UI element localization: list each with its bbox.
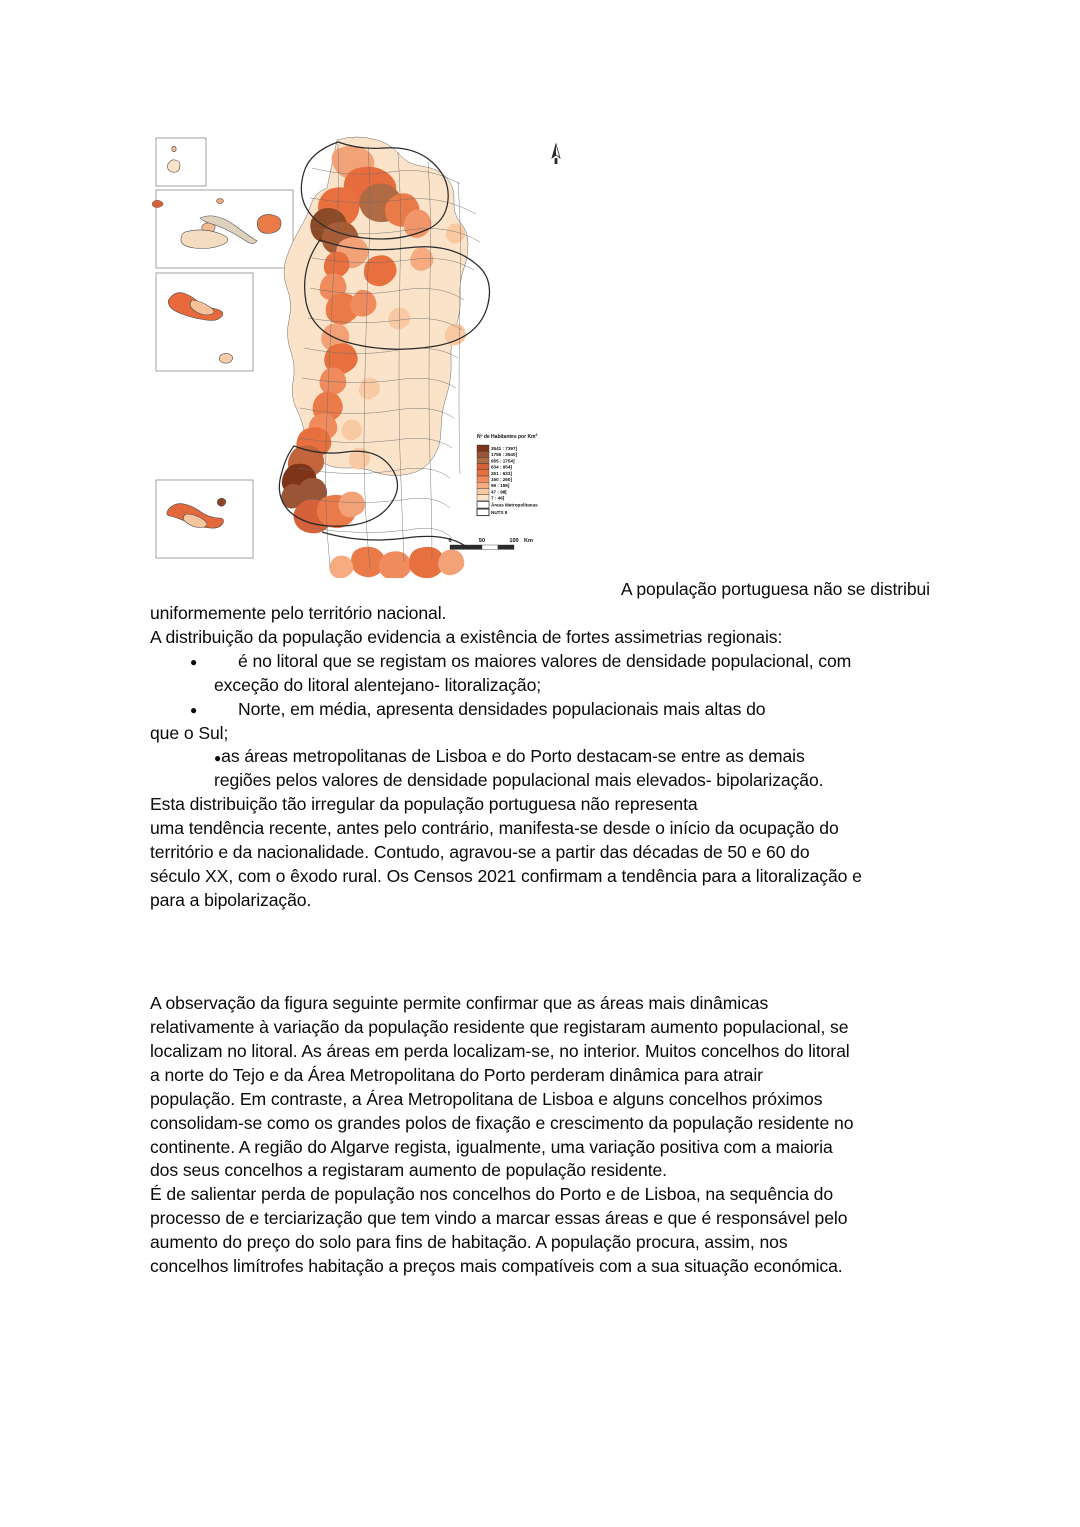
legend-swatch-2 [477, 457, 489, 463]
legend-label-0: 3541 : 7397] [491, 446, 518, 451]
legend-label-1: 1755 : 3540] [491, 452, 518, 458]
inset-box-flores-corvo [156, 138, 206, 186]
para3-line-4: concelhos limítrofes habitação a preços mais compatíveis com a sua situação económica. [150, 1256, 843, 1277]
text-block-secondary [150, 992, 940, 1279]
para2-line-5: população. Em contraste, a Área Metropolitana de Lisboa e alguns concelhos próximos [150, 1088, 823, 1109]
bullet-2-line-2: que o Sul; [150, 722, 229, 743]
island-corvo [172, 146, 176, 152]
legend-swatch-6 [477, 482, 489, 488]
legend-swatch-4 [477, 470, 489, 476]
lead-in-line: A distribuição da população evidencia a existência de fortes assimetrias regionais: [150, 626, 783, 647]
para1-line-4: século XX, com o êxodo rural. Os Censos 2021 confirmam a tendência para a litoralização e [150, 866, 862, 887]
intro-continuation: uniformemente pelo território nacional. [150, 602, 447, 623]
bullet-3-line-2: regiões pelos valores de densidade populacional mais elevados- bipolarização. [214, 770, 824, 791]
legend-swatch-8 [477, 495, 489, 501]
legend-label-nuts-ii: NUTS II [491, 510, 508, 516]
bullet-item-3 [150, 745, 940, 769]
legend-swatch-row [477, 445, 538, 516]
mainland-choropleth [279, 137, 489, 578]
island-porto-santo [217, 498, 225, 506]
bullet-dot-icon [190, 650, 238, 674]
bullet-3-line-1: as áreas metropolitanas de Lisboa e do Porto destacam-se entre as demais [221, 746, 805, 767]
island-graciosa [217, 199, 224, 204]
para2-line-7: continente. A região do Algarve regista, igualmente, uma variação positiva com a maioria [150, 1136, 833, 1157]
para3-line-3: aumento do preço do solo para fins de habitação. A população procura, assim, nos [150, 1232, 788, 1253]
legend-label-2: 955 : 1754] [491, 458, 515, 464]
para1-line-5: para a bipolarização. [150, 889, 312, 910]
intro-right-line: A população portuguesa não se distribui [620, 579, 930, 599]
island-terceira [257, 214, 281, 233]
para1-line-3: território e da nacionalidade. Contudo, agravou-se a partir das décadas de 50 e 60 do [150, 842, 810, 863]
district-albufeira [379, 551, 412, 578]
para1-line-1: Esta distribuição tão irregular da população portuguesa não representa [150, 794, 698, 815]
scalebar-tick-2: 100 [509, 538, 519, 544]
island-flores [168, 160, 181, 172]
para2-line-4: a norte do Tejo e da Área Metropolitana do Porto perderam dinâmica para atrair [150, 1064, 763, 1085]
scalebar-seg-1 [482, 545, 498, 549]
legend-swatch-1 [477, 451, 489, 457]
para2-line-6: consolidam-se como os grandes polos de fixação e crescimento da população residente no [150, 1112, 854, 1133]
bullet-1-line-1: é no litoral que se registam os maiores valores de densidade populacional, com [238, 650, 852, 671]
map-graphic [152, 128, 582, 578]
legend-swatch-3 [477, 464, 489, 470]
para3-line-2: processo de e terciarização que tem vindo a marcar essas áreas e que é responsável pelo [150, 1208, 848, 1229]
inset-box-sao-miguel [156, 273, 253, 371]
scalebar-tick-1: 50 [478, 538, 486, 544]
legend-label-6: 99 : 159] [491, 483, 510, 489]
scalebar-unit: Km [524, 538, 534, 544]
legend-swatch-5 [477, 476, 489, 482]
text-block-primary [150, 578, 940, 913]
bullet-item-2 [150, 698, 940, 722]
legend-label-5: 160 : 260] [491, 477, 512, 482]
para1-line-2: uma tendência recente, antes pelo contrário, manifesta-se desde o início da ocupação do [150, 818, 839, 839]
legend-swatch-0 [477, 445, 489, 451]
legend-label-3: 634 : 954] [491, 464, 512, 470]
north-arrow-icon [552, 144, 560, 164]
legend-label-8: 7 : 46[ [491, 495, 505, 501]
para3-line-1: É de salientar perda de população nos concelhos do Porto e de Lisboa, na sequência do [150, 1184, 834, 1205]
para2-line-8: dos seus concelhos a registaram aumento de população residente. [150, 1160, 667, 1181]
population-density-map-figure [152, 128, 582, 578]
legend-label-areas-metropolitanas: Áreas Metropolitanas [491, 502, 538, 508]
legend-swatch-nuts-ii [477, 509, 489, 516]
legend-swatch-7 [477, 488, 489, 494]
scalebar-tick-0: 0 [448, 538, 452, 544]
para2-line-3: localizam no litoral. As áreas em perda localizam-se, no interior. Muitos concelhos do litoral [150, 1040, 850, 1061]
bullet-dot-icon [190, 698, 238, 722]
island-santa-maria [220, 353, 233, 363]
map-legend [477, 433, 538, 516]
scalebar-seg-0 [450, 545, 482, 549]
legend-label-7: 47 : 98[ [491, 489, 507, 495]
bullet-item-1 [150, 650, 940, 674]
bullet-1-line-2: exceção do litoral alentejano- litoralização; [214, 674, 542, 695]
scalebar-seg-2 [498, 545, 514, 549]
district-tavira [438, 550, 464, 576]
legend-swatch-areas-metropolitanas [477, 502, 489, 509]
legend-label-4: 261 : 633] [491, 470, 512, 476]
para2-line-2: relativamente à variação da população residente que registaram aumento populacional, se [150, 1016, 849, 1037]
district-lagos [329, 556, 353, 578]
district-palmela [338, 492, 365, 518]
para2-line-1: A observação da figura seguinte permite confirmar que as áreas mais dinâmicas [150, 993, 769, 1013]
legend-title: Nº de Habitantes por Km$^2$ [477, 433, 538, 440]
bullet-2-line-1: Norte, em média, apresenta densidades populacionais mais altas do [238, 698, 766, 719]
